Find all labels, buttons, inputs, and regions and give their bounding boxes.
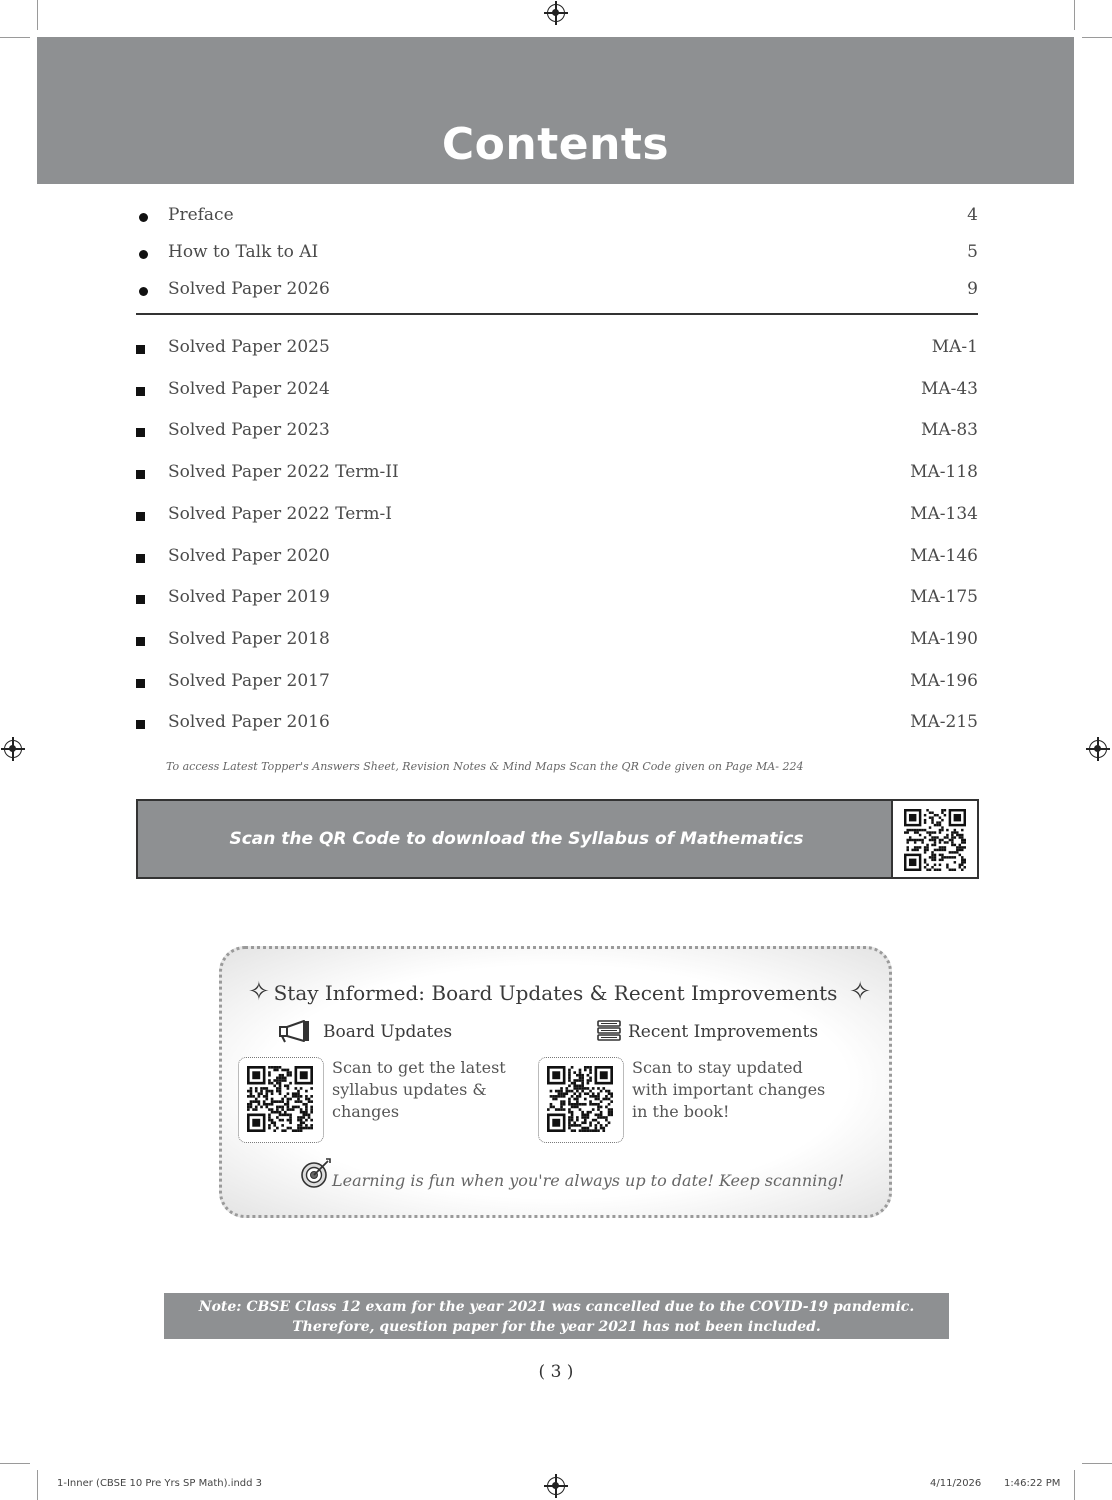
footer-date: 4/11/2026	[930, 1478, 982, 1489]
crop-mark	[1074, 1470, 1075, 1500]
toc-entry	[136, 546, 978, 576]
syllabus-qr-cell	[891, 801, 977, 877]
toc-entry-page: MA-190	[910, 628, 978, 649]
qr-code-icon	[247, 1066, 313, 1132]
qr-code-icon	[904, 809, 966, 871]
registration-mark-icon	[4, 740, 22, 758]
bullet-square-icon	[136, 679, 145, 688]
toc-entry	[136, 587, 978, 617]
target-icon	[300, 1157, 332, 1193]
toc-entry	[136, 629, 978, 659]
toc-entry-page: MA-175	[910, 587, 978, 608]
toc-entry-page: MA-118	[910, 462, 978, 483]
board-updates-qr	[238, 1057, 324, 1143]
crop-mark	[37, 1470, 38, 1500]
crop-mark	[0, 37, 30, 38]
bullet-square-icon	[136, 428, 145, 437]
toc-entry-label: Solved Paper 2018	[168, 628, 330, 649]
covid-note	[164, 1293, 949, 1339]
contents-header	[37, 37, 1074, 184]
footer-time: 1:46:22 PM	[1004, 1478, 1061, 1489]
megaphone-icon	[278, 1019, 314, 1047]
bullet-square-icon	[136, 720, 145, 729]
toc-entry-page: MA-146	[910, 545, 978, 566]
bullet-square-icon	[136, 554, 145, 563]
sparkle-icon: ✧	[248, 977, 270, 1007]
bullet-square-icon	[136, 387, 145, 396]
toc-entry-page: MA-1	[931, 337, 978, 357]
bullet-square-icon	[136, 470, 145, 479]
toc-entry-page: MA-196	[910, 670, 978, 691]
syllabus-banner	[136, 799, 979, 879]
toc-entry-label: Solved Paper 2024	[168, 378, 330, 399]
toc-entry-label: Solved Paper 2019	[168, 587, 330, 608]
bullet-square-icon	[136, 512, 145, 521]
toc-entry-page: 5	[967, 242, 978, 262]
crop-mark	[1082, 1463, 1112, 1464]
toc-entry-label: Solved Paper 2016	[168, 712, 330, 733]
toc-entry-label: Solved Paper 2022 Term-I	[168, 503, 393, 524]
registration-mark-icon	[547, 4, 565, 22]
toc-entry-label: Solved Paper 2017	[168, 670, 330, 691]
stay-informed-card	[219, 946, 892, 1218]
crop-mark	[37, 0, 38, 30]
list-icon	[596, 1019, 622, 1049]
toc-entry	[136, 420, 978, 450]
toc-entry-page: MA-83	[920, 420, 978, 441]
bullet-dot-icon	[139, 213, 148, 222]
recent-improvements-desc: Scan to stay updated with important changes in the book!	[632, 1058, 826, 1121]
toc-entry-page: MA-134	[910, 503, 978, 524]
toc-entry-label: Solved Paper 2022 Term-II	[168, 462, 399, 483]
toc-entry	[136, 712, 978, 742]
toc-entry	[136, 205, 978, 235]
stay-informed-title: Stay Informed: Board Updates & Recent Improvements	[273, 981, 838, 1005]
qr-code-icon	[547, 1066, 613, 1132]
access-note: To access Latest Topper's Answers Sheet, Revision Notes & Mind Maps Scan the QR Code given on Page MA- 224	[166, 760, 804, 773]
toc-entry	[136, 504, 978, 534]
crop-mark	[1082, 37, 1112, 38]
toc-entry-label: Solved Paper 2025	[168, 337, 330, 357]
toc-entry	[136, 671, 978, 701]
page-number: ( 3 )	[538, 1362, 574, 1382]
page-title: Contents	[441, 119, 670, 170]
toc-entry	[136, 462, 978, 492]
toc-divider	[136, 313, 978, 315]
board-updates-heading: Board Updates	[323, 1022, 453, 1042]
toc-entry	[136, 242, 978, 272]
toc-entry-page: 4	[967, 205, 978, 225]
footer-file: 1-Inner (CBSE 10 Pre Yrs SP Math).indd 3	[57, 1478, 263, 1489]
toc-entry	[136, 379, 978, 409]
syllabus-banner-text: Scan the QR Code to download the Syllabus of Mathematics	[229, 829, 804, 849]
bullet-dot-icon	[139, 287, 148, 296]
registration-mark-icon	[547, 1477, 565, 1495]
stay-informed-tagline: Learning is fun when you're always up to date! Keep scanning!	[332, 1171, 845, 1190]
toc-entry-label: How to Talk to AI	[168, 242, 319, 262]
toc-entry-page: MA-215	[910, 712, 978, 733]
toc-entry	[136, 337, 978, 367]
toc-entry-label: Preface	[168, 205, 234, 225]
sparkle-icon: ✧	[849, 977, 871, 1007]
bullet-dot-icon	[139, 250, 148, 259]
toc-entry-label: Solved Paper 2026	[168, 279, 330, 299]
toc-entry-page: MA-43	[920, 378, 978, 399]
bullet-square-icon	[136, 595, 145, 604]
crop-mark	[0, 1463, 30, 1464]
bullet-square-icon	[136, 345, 145, 354]
board-updates-desc: Scan to get the latest syllabus updates & changes	[332, 1058, 506, 1121]
toc-entry-label: Solved Paper 2020	[168, 545, 330, 566]
covid-note-line2: Therefore, question paper for the year 2021 has not been included.	[292, 1319, 821, 1335]
toc-entry-page: 9	[967, 279, 978, 299]
toc-entry-label: Solved Paper 2023	[168, 420, 330, 441]
recent-improvements-heading: Recent Improvements	[628, 1022, 819, 1042]
toc-entry	[136, 279, 978, 309]
crop-mark	[1074, 0, 1075, 30]
covid-note-line1: Note: CBSE Class 12 exam for the year 2021 was cancelled due to the COVID-19 pandemic.	[198, 1299, 915, 1315]
recent-improvements-qr	[538, 1057, 624, 1143]
registration-mark-icon	[1089, 740, 1107, 758]
bullet-square-icon	[136, 637, 145, 646]
